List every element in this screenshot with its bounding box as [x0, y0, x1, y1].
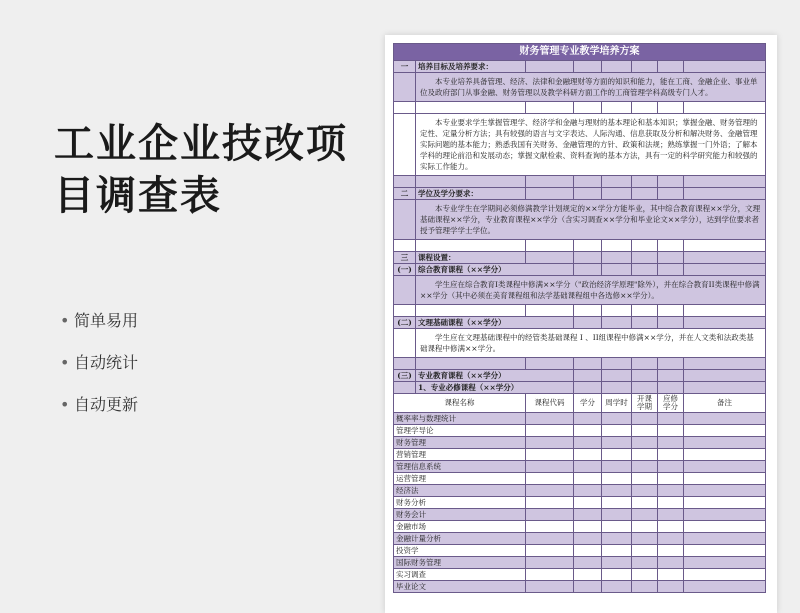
- course-name: 概率率与数理统计: [394, 413, 526, 425]
- subsection-row: [394, 317, 766, 329]
- section-label: 文理基础课程（××学分）: [416, 317, 574, 329]
- course-row: [394, 581, 766, 593]
- section-label: 培养目标及培养要求：: [416, 61, 526, 73]
- course-name: 营销管理: [394, 449, 526, 461]
- section-label: 1、专业必修课程（××学分）: [416, 382, 574, 394]
- course-cell: [602, 581, 632, 593]
- feature-label: 自动统计: [74, 353, 139, 372]
- sheet-title-row: [394, 44, 766, 61]
- course-cell: [658, 437, 684, 449]
- course-cell: [602, 569, 632, 581]
- subsection-row: [394, 382, 766, 394]
- spacer-row: [394, 240, 766, 252]
- course-cell: [574, 581, 602, 593]
- course-cell: [658, 545, 684, 557]
- course-cell: [602, 425, 632, 437]
- paragraph-row: [394, 329, 766, 358]
- column-header: 课程名称: [394, 394, 526, 413]
- column-header: 课程代码: [526, 394, 574, 413]
- feature-item: [60, 394, 138, 436]
- course-name: 运营管理: [394, 473, 526, 485]
- course-cell: [684, 473, 766, 485]
- course-cell: [526, 437, 574, 449]
- course-cell: [574, 485, 602, 497]
- course-cell: [602, 521, 632, 533]
- course-cell: [632, 509, 658, 521]
- course-cell: [632, 449, 658, 461]
- course-cell: [684, 413, 766, 425]
- course-name: 毕业论文: [394, 581, 526, 593]
- course-row: [394, 497, 766, 509]
- course-cell: [526, 509, 574, 521]
- course-cell: [526, 533, 574, 545]
- course-row: [394, 521, 766, 533]
- course-cell: [658, 581, 684, 593]
- bullet-icon: •: [60, 311, 70, 330]
- course-cell: [684, 497, 766, 509]
- course-cell: [574, 509, 602, 521]
- course-row: [394, 413, 766, 425]
- course-cell: [658, 497, 684, 509]
- course-cell: [658, 461, 684, 473]
- course-row: [394, 557, 766, 569]
- course-cell: [574, 413, 602, 425]
- course-cell: [602, 557, 632, 569]
- course-cell: [632, 413, 658, 425]
- course-name: 实习调查: [394, 569, 526, 581]
- course-cell: [684, 461, 766, 473]
- course-cell: [684, 569, 766, 581]
- course-name: 国际财务管理: [394, 557, 526, 569]
- course-cell: [602, 437, 632, 449]
- section-label: 课程设置：: [416, 252, 526, 264]
- subsection-row: [394, 264, 766, 276]
- course-cell: [684, 521, 766, 533]
- course-cell: [684, 509, 766, 521]
- course-cell: [658, 413, 684, 425]
- spacer-row: [394, 176, 766, 188]
- course-cell: [632, 485, 658, 497]
- feature-item: [60, 310, 138, 352]
- course-cell: [632, 557, 658, 569]
- course-cell: [632, 533, 658, 545]
- course-name: 财务会计: [394, 509, 526, 521]
- course-cell: [658, 569, 684, 581]
- course-cell: [574, 497, 602, 509]
- course-cell: [574, 437, 602, 449]
- course-name: 投资学: [394, 545, 526, 557]
- course-cell: [574, 449, 602, 461]
- paragraph-text: 本专业培养具备管理、经济、法律和金融理财等方面的知识和能力，能在工商、金融企业、事业单位及政府部门从事金融、财务管理以及教学科研方面工作的工商管理学科高级专门人才。: [416, 73, 766, 102]
- course-row: [394, 425, 766, 437]
- feature-label: 自动更新: [74, 395, 139, 414]
- course-cell: [658, 521, 684, 533]
- course-cell: [526, 581, 574, 593]
- course-row: [394, 533, 766, 545]
- paragraph-text: 本专业学生在学期间必须修满教学计划规定的××学分方能毕业，其中综合教育课程××学分，文理基础课程××学分，专业教育课程××学分（含实习调查××学分和毕业论文××学分），达到学位要求者授予管理学学士学位。: [416, 200, 766, 240]
- course-cell: [632, 581, 658, 593]
- column-header: 备注: [684, 394, 766, 413]
- feature-list: [60, 310, 138, 436]
- course-cell: [602, 449, 632, 461]
- course-cell: [632, 473, 658, 485]
- course-cell: [658, 425, 684, 437]
- section-number: (三): [394, 370, 416, 382]
- section-label: 综合教育课程（××学分）: [416, 264, 574, 276]
- course-cell: [574, 545, 602, 557]
- course-cell: [684, 449, 766, 461]
- section-number: 二: [394, 188, 416, 200]
- column-header: 周学时: [602, 394, 632, 413]
- course-cell: [574, 533, 602, 545]
- section-label: 专业教育课程（××学分）: [416, 370, 574, 382]
- course-cell: [526, 473, 574, 485]
- course-cell: [602, 509, 632, 521]
- section-number: 一: [394, 61, 416, 73]
- paragraph-text: 本专业要求学生掌握管理学、经济学和金融与理财的基本理论和基本知识；掌握金融、财务管理的定性、定量分析方法；具有较强的语言与文字表达、人际沟通、信息获取及分析和解决财务、金融管理实际问题的基本能力；熟悉我国有关财务、金融管理的方针、政策和法规；熟练掌握一门外语；了解本学科的理论前沿和发展动态；掌握文献检索、资料查询的基本方法，具有一定的科学研究能力和较强的实际工作能力。: [416, 114, 766, 176]
- course-cell: [602, 413, 632, 425]
- bullet-icon: •: [60, 353, 70, 372]
- course-cell: [632, 425, 658, 437]
- course-cell: [684, 485, 766, 497]
- paragraph-text: 学生应在文理基础课程中的经管类基础课程 I 、II组课程中修满××学分，并在人文类和法政类基础课程中修满××学分。: [416, 329, 766, 358]
- course-name: 财务分析: [394, 497, 526, 509]
- course-cell: [684, 533, 766, 545]
- paragraph-row: [394, 276, 766, 305]
- paragraph-row: [394, 73, 766, 102]
- course-cell: [602, 533, 632, 545]
- course-cell: [574, 425, 602, 437]
- paragraph-text: 学生应在综合教育I类课程中修满××学分（"政治经济学原理"除外），并在综合教育II类课程中修满××学分（其中必须在美育课程组和法学基础课程组中各选修××学分）。: [416, 276, 766, 305]
- course-name: 财务管理: [394, 437, 526, 449]
- course-cell: [526, 425, 574, 437]
- curriculum-table: [393, 43, 766, 593]
- column-header: 应修学分: [658, 394, 684, 413]
- section-number: 三: [394, 252, 416, 264]
- course-cell: [526, 485, 574, 497]
- course-cell: [526, 545, 574, 557]
- course-cell: [684, 557, 766, 569]
- course-cell: [574, 461, 602, 473]
- sheet-title: 财务管理专业教学培养方案: [394, 44, 766, 61]
- course-cell: [632, 461, 658, 473]
- course-cell: [632, 545, 658, 557]
- course-cell: [526, 461, 574, 473]
- course-name: 金融市场: [394, 521, 526, 533]
- course-name: 管理学导论: [394, 425, 526, 437]
- course-row: [394, 545, 766, 557]
- course-cell: [658, 485, 684, 497]
- course-row: [394, 449, 766, 461]
- section-row: [394, 252, 766, 264]
- course-cell: [658, 557, 684, 569]
- course-cell: [602, 497, 632, 509]
- paragraph-row: [394, 114, 766, 176]
- paragraph-row: [394, 200, 766, 240]
- document-preview: [385, 35, 777, 613]
- course-row: [394, 461, 766, 473]
- course-cell: [684, 581, 766, 593]
- course-cell: [632, 569, 658, 581]
- course-row: [394, 485, 766, 497]
- section-label: 学位及学分要求：: [416, 188, 526, 200]
- course-cell: [658, 509, 684, 521]
- course-cell: [526, 413, 574, 425]
- course-name: 管理信息系统: [394, 461, 526, 473]
- column-header: 学分: [574, 394, 602, 413]
- course-cell: [602, 473, 632, 485]
- section-number: (一): [394, 264, 416, 276]
- section-row: [394, 188, 766, 200]
- subsection-row: [394, 370, 766, 382]
- course-cell: [574, 473, 602, 485]
- course-cell: [658, 449, 684, 461]
- course-row: [394, 509, 766, 521]
- course-name: 经济法: [394, 485, 526, 497]
- course-row: [394, 473, 766, 485]
- course-cell: [574, 557, 602, 569]
- course-cell: [632, 437, 658, 449]
- feature-item: [60, 352, 138, 394]
- course-cell: [526, 557, 574, 569]
- course-cell: [602, 461, 632, 473]
- promo-title: 工业企业技改项目调查表: [54, 121, 348, 219]
- course-cell: [526, 497, 574, 509]
- course-row: [394, 437, 766, 449]
- course-cell: [684, 437, 766, 449]
- spacer-row: [394, 102, 766, 114]
- course-cell: [658, 533, 684, 545]
- spacer-row: [394, 305, 766, 317]
- course-row: [394, 569, 766, 581]
- course-cell: [684, 425, 766, 437]
- feature-label: 简单易用: [74, 311, 139, 330]
- course-cell: [526, 521, 574, 533]
- course-cell: [602, 485, 632, 497]
- course-cell: [526, 569, 574, 581]
- column-header: 开课学期: [632, 394, 658, 413]
- course-cell: [684, 545, 766, 557]
- course-cell: [632, 521, 658, 533]
- section-row: [394, 61, 766, 73]
- course-cell: [658, 473, 684, 485]
- bullet-icon: •: [60, 395, 70, 414]
- section-number: (二): [394, 317, 416, 329]
- course-cell: [526, 449, 574, 461]
- course-cell: [602, 545, 632, 557]
- course-name: 金融计量分析: [394, 533, 526, 545]
- course-cell: [574, 569, 602, 581]
- spacer-row: [394, 358, 766, 370]
- course-cell: [632, 497, 658, 509]
- course-cell: [574, 521, 602, 533]
- column-header-row: [394, 394, 766, 413]
